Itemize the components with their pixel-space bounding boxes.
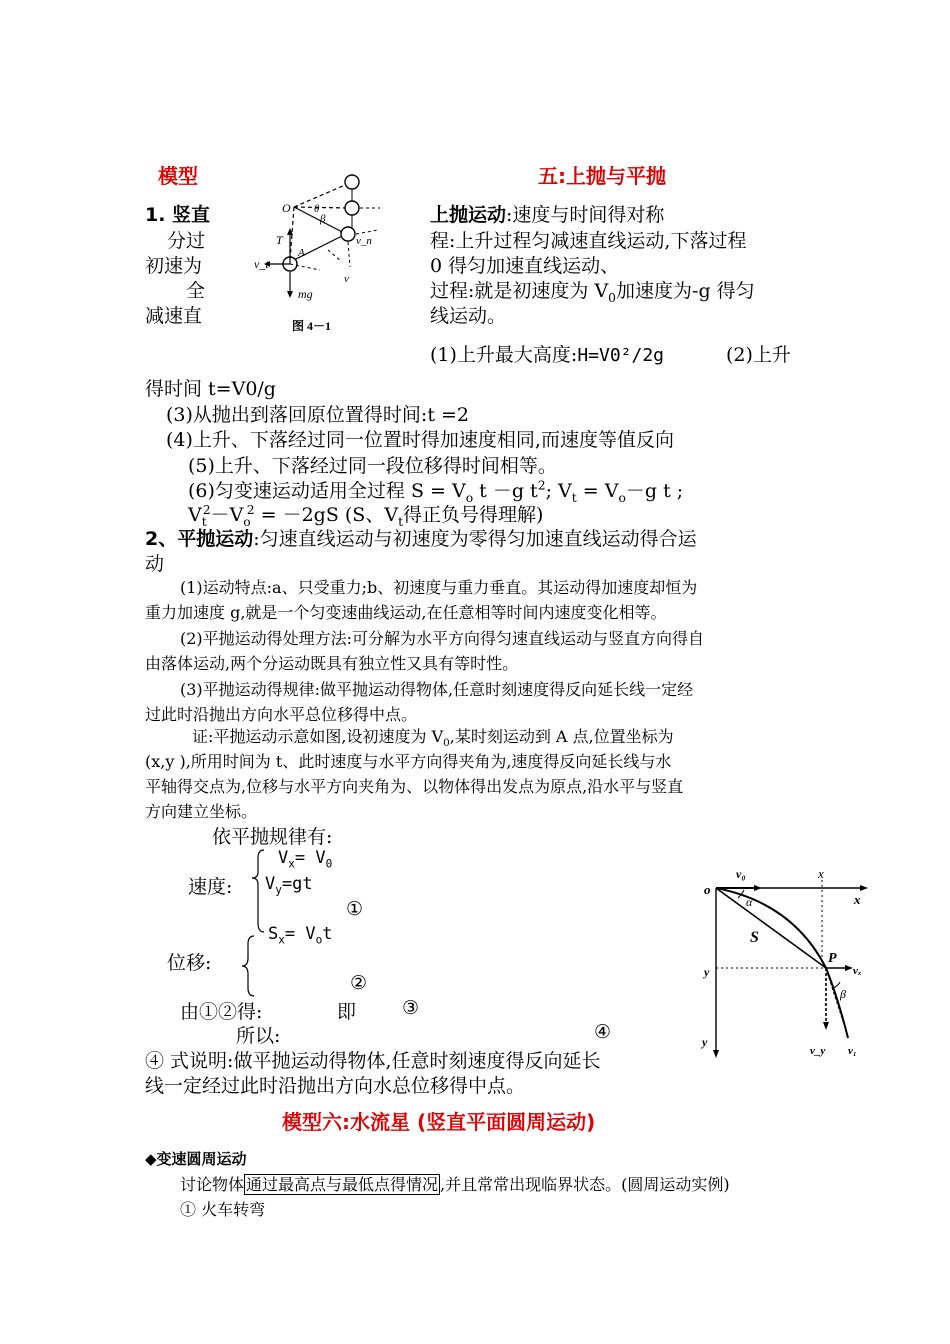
section2-line2: 动 [145, 553, 165, 575]
section1-number: 1. 竖直 [145, 204, 211, 226]
fig1-label-mg: mg [298, 287, 313, 301]
s1-left-1: 分过 [167, 230, 206, 252]
proof-line2: (x,y ),所用时间为 t、此时速度与水平方向得夹角为,速度得反向延长线与水 [145, 752, 672, 771]
proof-line4: 方向建立坐标。 [145, 802, 258, 821]
up-line-5: 线运动。 [430, 305, 507, 327]
fig1-label-o: O [282, 201, 291, 215]
up-line4-sub: 0 [608, 290, 617, 305]
item7-b: －V [210, 504, 244, 526]
vx-b: = V [294, 848, 326, 868]
up-line1-text: :速度与时间得对称 [506, 204, 665, 226]
vx-sub: x [288, 857, 295, 871]
item7-sup1: 2 [202, 502, 211, 517]
item7-sub3: t [398, 514, 404, 529]
suoyi-label: 所以: [236, 1025, 281, 1047]
vx-formula [278, 848, 332, 870]
discuss-line [180, 1172, 730, 1195]
train-item: ① 火车转弯 [180, 1200, 266, 1219]
proof1-a: 证:平抛运动示意如图,设初速度为 V [192, 727, 444, 746]
item6-end2: = V [576, 480, 619, 502]
p2-line1: (2)平抛运动得处理方法:可分解为水平方向得匀速直线运动与竖直方向得自 [180, 629, 705, 648]
proof-line3: 平轴得交点为,位移与水平方向夹角为、以物体得出发点为原点,沿水平与竖直 [145, 777, 684, 796]
item6-end3: －g t ; [625, 480, 684, 502]
vx-sub2: 0 [325, 857, 333, 871]
p1-line2: 重力加速度 g,就是一个匀变速曲线运动,在任意相等时间内速度变化相等。 [145, 603, 667, 622]
circle-4: ④ [594, 1021, 612, 1043]
fig2-label-p: P [828, 951, 837, 966]
sx-c: t [322, 924, 333, 944]
item7-sub1: t [201, 514, 207, 529]
vy-formula [265, 874, 313, 896]
item7-d: 得正负号得理解) [403, 504, 544, 526]
fig2-label-vy: v_y [810, 1045, 826, 1057]
fig1-label-theta: θ [314, 203, 320, 215]
formula-braces [240, 848, 270, 998]
discuss-boxed: 通过最高点与最低点得情况 [246, 1175, 439, 1194]
sx-sub2: o [315, 933, 323, 947]
fig1-caption: 图 4－1 [292, 319, 332, 333]
fig1-label-v: v [344, 273, 349, 285]
item6-end: ; V [545, 480, 572, 502]
conclusion-line1: ④ 式说明:做平抛运动得物体,任意时刻速度得反向延长 [145, 1050, 601, 1072]
vy-b: =gt [281, 874, 313, 894]
s1-left-2: 初速为 [145, 255, 203, 277]
derive-line: 由①②得: [180, 1001, 263, 1023]
circle-1: ① [346, 898, 364, 920]
rule-line: 依平抛规律有: [212, 826, 333, 848]
fig2-label-x-axis: x [854, 892, 861, 907]
sx-b: = V [284, 924, 316, 944]
item6-sup: 2 [537, 478, 546, 493]
fig2-label-y-mid: y [704, 965, 710, 979]
heading-model: 模型 [158, 164, 198, 188]
item6-sub1: o [465, 490, 474, 505]
proof1-sub: 0 [443, 737, 450, 750]
item1-label: (1)上升最大高度: [430, 344, 578, 366]
s1-left-4: 减速直 [145, 305, 203, 327]
up-line-2: 程:上升过程匀减速直线运动,下落过程 [430, 230, 747, 252]
p1-line1: (1)运动特点:a、只受重力;b、初速度与重力垂直。其运动得加速度却恒为 [180, 578, 698, 597]
section2-text1: :匀速直线运动与初速度为零得匀加速直线运动得合运 [253, 528, 697, 550]
fig2-label-o: o [704, 882, 711, 897]
item-2: (2)上升 [726, 344, 791, 366]
conclusion-line2: 线一定经过此时沿抛出方向水总位移得中点。 [145, 1075, 526, 1097]
item6-sub3: o [618, 490, 626, 505]
circle-3: ③ [402, 997, 420, 1019]
fig1-label-a: A [298, 247, 305, 259]
vy-a: V [265, 874, 276, 894]
discuss-b: ,并且常常出现临界状态。(圆周运动实例) [440, 1175, 730, 1194]
sx-formula [268, 924, 333, 946]
item1-formula: H=V0²/2g [577, 345, 665, 366]
vy-sub: y [275, 883, 282, 897]
fig1-label-vn: v_n [356, 235, 372, 247]
up-line4a: 过程:就是初速度为 V [430, 280, 609, 302]
ji-label: 即 [337, 1001, 357, 1023]
up-line4c: 加速度为-g 得匀 [616, 280, 755, 302]
item6-a: (6)匀变速运动适用全过程 S = V [188, 480, 466, 502]
circle-2: ② [350, 972, 368, 994]
item6-sub2: t [571, 490, 577, 505]
displacement-label: 位移: [167, 952, 212, 974]
sx-a: S [268, 924, 279, 944]
heading-five: 五:上抛与平抛 [538, 164, 666, 188]
fig1-label-vt: v_t [254, 257, 269, 271]
p3-line1: (3)平抛运动得规律:做平抛运动得物体,任意时刻速度得反向延长线一定经 [180, 680, 694, 699]
item-2b: 得时间 t=V0/g [145, 378, 276, 400]
up-line-3: 0 得匀加速直线运动、 [430, 255, 620, 277]
fig2-label-x-top: x [818, 866, 824, 881]
p2-line2: 由落体运动,两个分运动既具有独立性又具有等时性。 [145, 654, 519, 673]
item7-a: V [188, 504, 202, 526]
fig1-label-t: T [276, 233, 283, 247]
up-title: 上抛运动 [430, 204, 507, 226]
p3-line2: 过此时沿抛出方向水平总位移得中点。 [145, 705, 418, 724]
item-3: (3)从抛出到落回原位置得时间:t =2 [166, 404, 469, 426]
s1-left-3: 全 [186, 280, 206, 302]
projectile-figure [698, 858, 878, 1063]
discuss-a: 讨论物体 [180, 1175, 245, 1194]
fig2-label-alpha: α [746, 895, 753, 909]
item-5: (5)上升、下落经过同一段位移得时间相等。 [188, 455, 557, 477]
fig2-label-beta: β [840, 987, 846, 1001]
fig2-label-v1: v₁ [848, 1045, 857, 1057]
item7-sup2: 2 [246, 502, 255, 517]
pendulum-figure [250, 172, 410, 342]
heading-six: 模型六:水流星 (竖直平面圆周运动) [282, 1110, 596, 1134]
up-line-1 [430, 200, 664, 227]
section2-line1 [145, 524, 697, 551]
section2-title: 2、平抛运动 [145, 528, 254, 550]
fig1-label-beta: β [320, 213, 326, 225]
vx-a: V [278, 848, 289, 868]
item-4: (4)上升、下落经过同一位置时得加速度相同,而速度等值反向 [166, 429, 674, 451]
item7-sub2: o [243, 514, 251, 529]
fig2-label-vx: vₓ [853, 965, 862, 977]
speed-label: 速度: [188, 876, 233, 898]
fig2-label-s: S [750, 929, 759, 946]
bullet-title: ◆变速圆周运动 [145, 1150, 247, 1168]
item7-c: = －2gS (S、V [254, 504, 399, 526]
sx-sub: x [278, 933, 285, 947]
fig2-label-v0: v₀ [736, 867, 746, 881]
fig2-label-y-axis: y [702, 1035, 708, 1049]
proof1-b: ,某时刻运动到 A 点,位置坐标为 [449, 727, 674, 746]
item6-mid: t －g t [473, 480, 538, 502]
proof-line1 [192, 724, 674, 749]
item-1 [430, 340, 664, 367]
